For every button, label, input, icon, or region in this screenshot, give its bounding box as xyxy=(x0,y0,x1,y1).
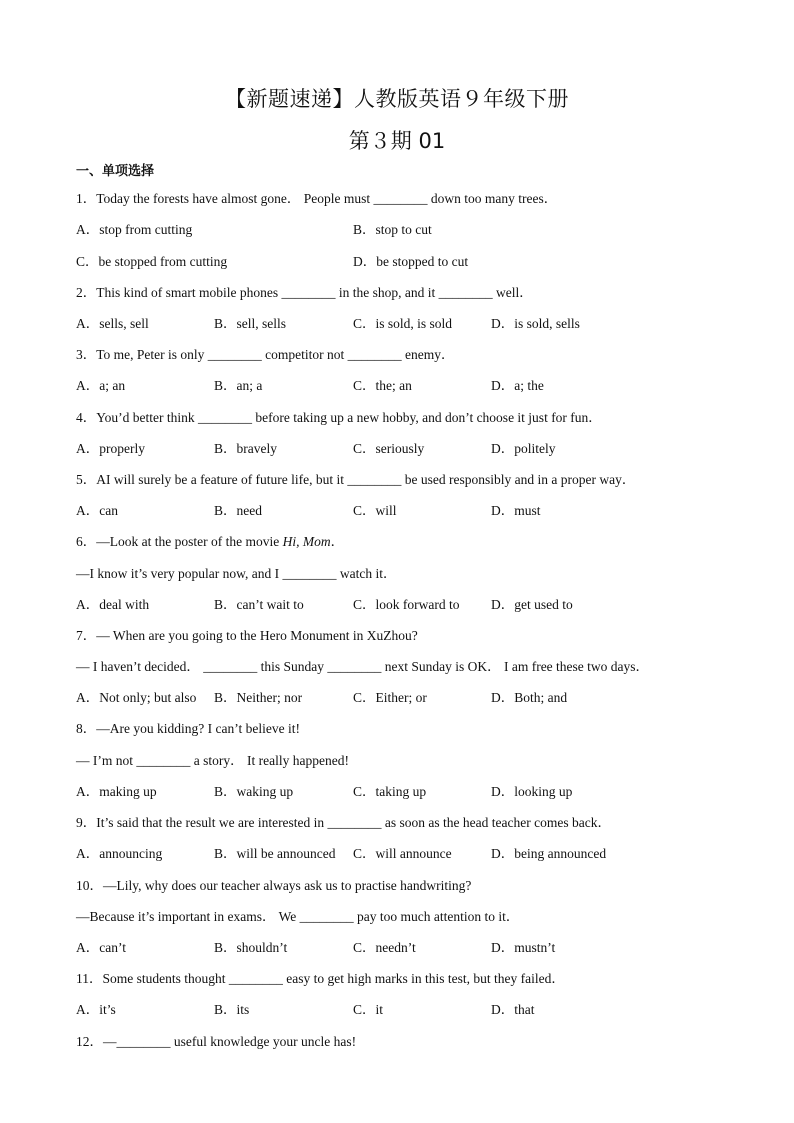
question-9-stem: 9．It’s said that the result we are interested in ________ as soon as the head teacher comes back． xyxy=(76,815,611,830)
question-3-option-b: B．an; a xyxy=(214,378,263,393)
question-8-option-c: C．taking up xyxy=(353,784,427,799)
question-6-stem-pre: 6．—Look at the poster of the movie xyxy=(76,534,283,549)
question-11-option-d: D．that xyxy=(491,1002,535,1017)
document-title: 【新题速递】人教版英语９年级下册 xyxy=(225,87,569,111)
question-10-option-c: C．needn’t xyxy=(353,940,416,955)
question-2-option-d: D．is sold, sells xyxy=(491,316,580,331)
question-11-option-a: A．it’s xyxy=(76,1002,116,1017)
question-1-option-d: D．be stopped to cut xyxy=(353,254,469,269)
question-5-option-c: C．will xyxy=(353,503,397,518)
question-4-option-b: B．bravely xyxy=(214,441,277,456)
question-1-stem: 1．Today the forests have almost gone． People must ________ down too many trees． xyxy=(76,191,558,206)
question-1-option-b: B．stop to cut xyxy=(353,222,432,237)
question-10-dialogue-line: —Because it’s important in exams． We ________ pay too much attention to it． xyxy=(76,909,520,924)
question-10-stem: 10．—Lily, why does our teacher always ask us to practise handwriting? xyxy=(76,878,472,893)
question-4-option-a: A．properly xyxy=(76,441,145,456)
question-1-option-a: A．stop from cutting xyxy=(76,222,193,237)
question-8-stem: 8．—Are you kidding? I can’t believe it! xyxy=(76,721,300,736)
question-8-option-a: A．making up xyxy=(76,784,157,799)
question-9-option-d: D．being announced xyxy=(491,846,607,861)
question-5-option-d: D．must xyxy=(491,503,541,518)
question-2-stem: 2．This kind of smart mobile phones ________ in the shop, and it ________ well． xyxy=(76,285,533,300)
question-7-option-b: B．Neither; nor xyxy=(214,690,303,705)
question-10-option-d: D．mustn’t xyxy=(491,940,556,955)
question-11-option-b: B．its xyxy=(214,1002,250,1017)
question-8-dialogue-line: — I’m not ________ a story． It really happened! xyxy=(76,753,349,768)
question-2-option-a: A．sells, sell xyxy=(76,316,149,331)
question-6-option-d: D．get used to xyxy=(491,597,573,612)
question-6-option-b: B．can’t wait to xyxy=(214,597,304,612)
question-8-option-b: B．waking up xyxy=(214,784,294,799)
question-5-stem: 5．AI will surely be a feature of future life, but it ________ be used responsibly and in a proper way． xyxy=(76,472,636,487)
question-2-option-b: B．sell, sells xyxy=(214,316,287,331)
question-10-option-b: B．shouldn’t xyxy=(214,940,288,955)
question-7-dialogue-line: — I haven’t decided． ________ this Sunday ________ next Sunday is OK． I am free these two days． xyxy=(76,659,650,674)
question-3-option-c: C．the; an xyxy=(353,378,412,393)
question-5-option-a: A．can xyxy=(76,503,118,518)
question-7-option-a: A．Not only; but also xyxy=(76,690,197,705)
section-heading: 一、单项选择 xyxy=(76,164,155,179)
question-6-dialogue-line: —I know it’s very popular now, and I ________ watch it． xyxy=(76,566,397,581)
question-6-option-a: A．deal with xyxy=(76,597,150,612)
question-7-stem: 7．— When are you going to the Hero Monument in XuZhou? xyxy=(76,628,418,643)
question-8-option-d: D．looking up xyxy=(491,784,573,799)
question-6-stem-post: ． xyxy=(330,534,345,549)
question-7-option-d: D．Both; and xyxy=(491,690,568,705)
question-11-option-c: C．it xyxy=(353,1002,384,1017)
question-9-option-c: C．will announce xyxy=(353,846,452,861)
question-9-option-a: A．announcing xyxy=(76,846,163,861)
question-2-option-c: C．is sold, is sold xyxy=(353,316,453,331)
document-subtitle: 第３期 01 xyxy=(348,129,446,153)
question-4-option-c: C．seriously xyxy=(353,441,425,456)
question-3-stem: 3．To me, Peter is only ________ competitor not ________ enemy． xyxy=(76,347,455,362)
question-3-option-d: D．a; the xyxy=(491,378,544,393)
movie-title: Hi, Mom xyxy=(282,534,331,549)
question-12-stem: 12．—________ useful knowledge your uncle has! xyxy=(76,1034,357,1049)
question-3-option-a: A．a; an xyxy=(76,378,126,393)
question-5-option-b: B．need xyxy=(214,503,262,518)
question-4-stem: 4．You’d better think ________ before taking up a new hobby, and don’t choose it just for fun． xyxy=(76,410,602,425)
question-6-option-c: C．look forward to xyxy=(353,597,460,612)
question-6-stem xyxy=(76,530,344,550)
question-9-option-b: B．will be announced xyxy=(214,846,336,861)
question-7-option-c: C．Either; or xyxy=(353,690,427,705)
question-10-option-a: A．can’t xyxy=(76,940,126,955)
question-4-option-d: D．politely xyxy=(491,441,556,456)
question-11-stem: 11．Some students thought ________ easy to get high marks in this test, but they failed． xyxy=(76,971,565,986)
question-1-option-c: C．be stopped from cutting xyxy=(76,254,228,269)
